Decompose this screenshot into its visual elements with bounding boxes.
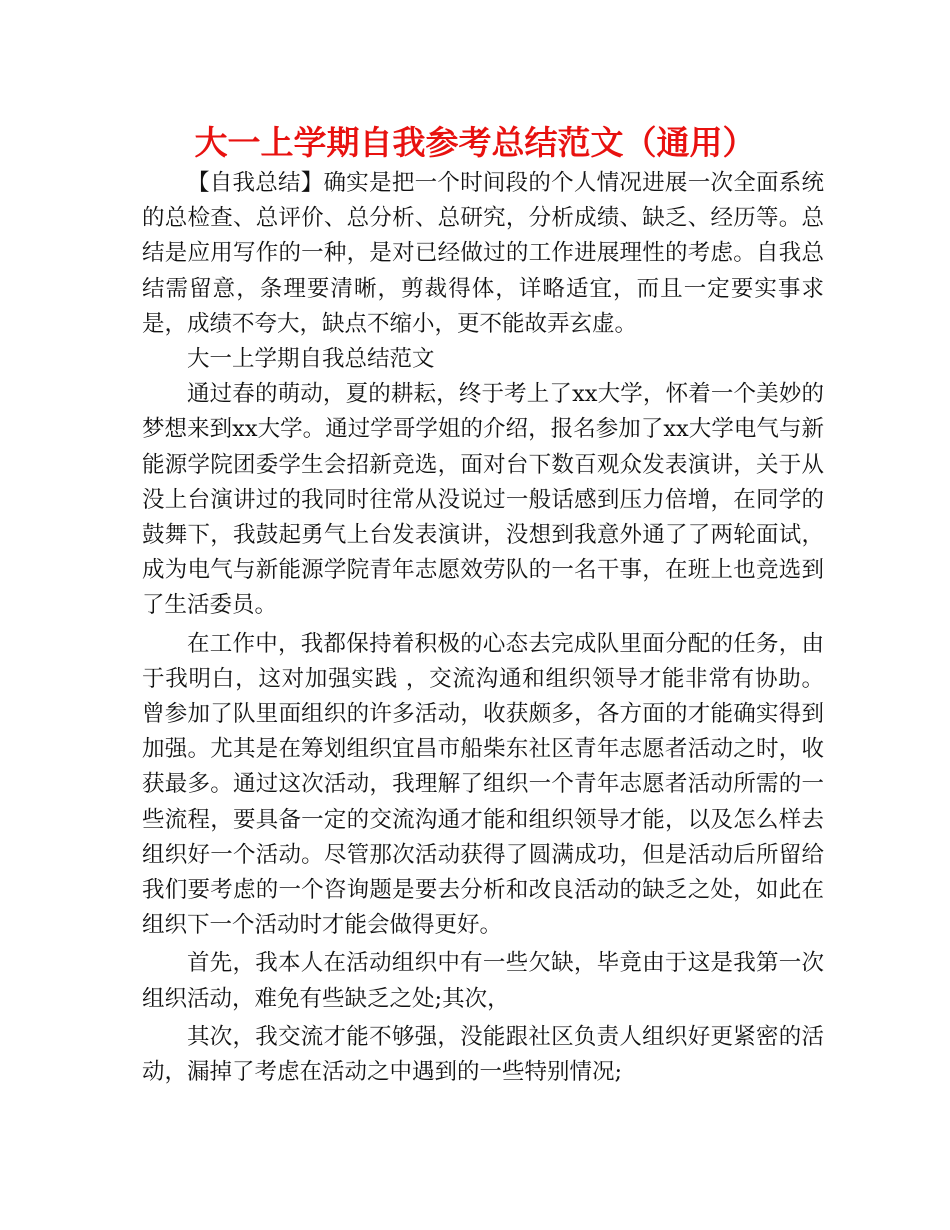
paragraph-1: 通过春的萌动，夏的耕耘，终于考上了xx大学，怀着一个美妙的梦想来到xx大学。通过学哥学姐的介绍，报名参加了xx大学电气与新能源学院团委学生会招新竞选，面对台下数百观众发表演讲，关于从没上台演讲过的我同时往常从没说过一般话感到压力倍增，在同学的鼓舞下，我鼓起勇气上台发表演讲，没想到我意外通了了两轮面试，成为电气与新能源学院青年志愿效劳队的一名干事，在班上也竞选到了生活委员。 bbox=[142, 381, 824, 619]
paragraph-3: 首先，我本人在活动组织中有一些欠缺，毕竟由于这是我第一次组织活动，难免有些缺乏之处;其次， bbox=[142, 950, 824, 1012]
document-title: 大一上学期自我参考总结范文（通用） bbox=[194, 123, 756, 162]
paragraph-4: 其次，我交流才能不够强，没能跟社区负责人组织好更紧密的活动，漏掉了考虑在活动之中遇到的一些特别情况; bbox=[142, 1023, 824, 1086]
paragraph-subtitle: 大一上学期自我总结范文 bbox=[187, 346, 435, 373]
paragraph-2: 在工作中，我都保持着积极的心态去完成队里面分配的任务，由于我明白，这对加强实践 ，交流沟通和组织领导才能非常有协助。曾参加了队里面组织的许多活动，收获颇多，各方面的才能确实得到加强。尤其是在筹划组织宜昌市船柴东社区青年志愿者活动之时，收获最多。通过这次活动，我理解了组织一个青年志愿者活动所需的一些流程，要具备一定的交流沟通才能和组织领导才能，以及怎么样去组织好一个活动。尽管那次活动获得了圆满成功，但是活动后所留给我们要考虑的一个咨询题是要去分析和改良活动的缺乏之处，如此在组织下一个活动时才能会做得更好。 bbox=[142, 630, 824, 939]
document-body bbox=[142, 166, 824, 1090]
paragraph-intro: 【自我总结】确实是把一个时间段的个人情况进展一次全面系统的总检查、总评价、总分析、总研究，分析成绩、缺乏、经历等。总结是应用写作的一种，是对已经做过的工作进展理性的考虑。自我总结需留意，条理要清晰，剪裁得体，详略适宜，而且一定要实事求是，成绩不夸大，缺点不缩小，更不能故弄玄虚。 bbox=[142, 170, 824, 337]
